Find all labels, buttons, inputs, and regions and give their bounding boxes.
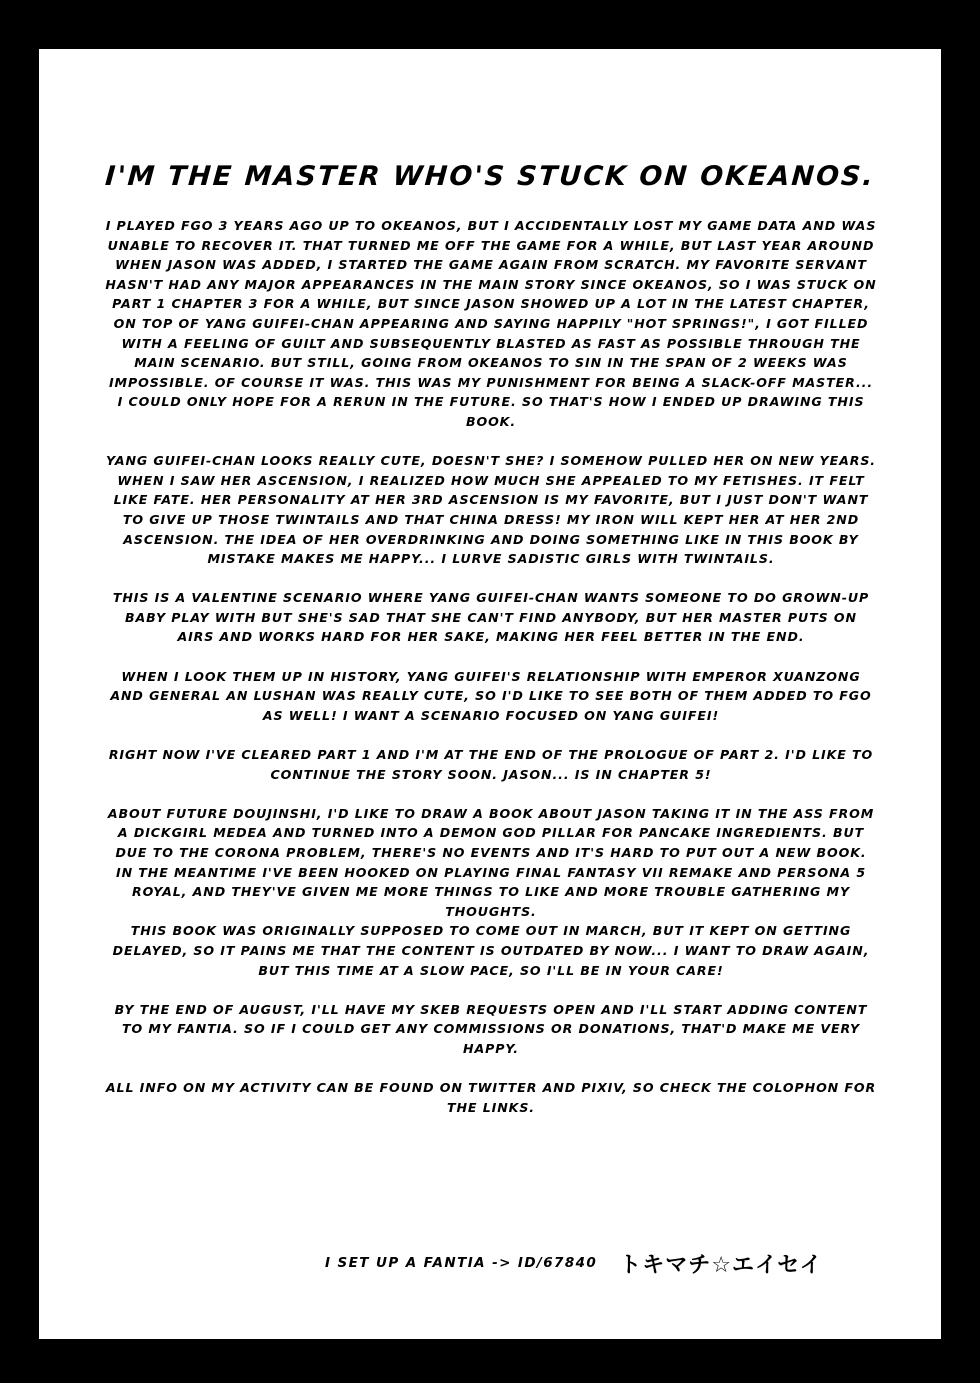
author-signature: トキマチ☆エイセイ — [619, 1252, 823, 1278]
paragraph-progress: RIGHT NOW I'VE CLEARED PART 1 AND I'M AT THE END OF THE PROLOGUE OF PART 2. I'D LIKE TO CONTINUE THE STORY SOON. JASON... IS IN CHAPTER 5! — [108, 747, 874, 782]
paragraph-future-doujinshi: ABOUT FUTURE DOUJINSHI, I'D LIKE TO DRAW A BOOK ABOUT JASON TAKING IT IN THE ASS FROM A DICKGIRL MEDEA AND TURNED INTO A DEMON GOD PILLAR FOR PANCAKE INGREDIENTS. BUT DUE TO THE CORONA PROBLEM, THERE'S NO EVENTS AND IT'S HARD TO PUT OUT A NEW BOOK. IN THE MEANTIME I'VE BEEN HOOKED ON PLAYING FINAL FANTASY VII REMAKE AND PERSONA 5 ROYAL, AND THEY'VE GIVEN ME MORE THINGS TO LIKE AND MORE TROUBLE GATHERING MY THOUGHTS. — [107, 805, 875, 919]
paragraph-okeanos: I PLAYED FGO 3 YEARS AGO UP TO OKEANOS, BUT I ACCIDENTALLY LOST MY GAME DATA AND WAS UNABLE TO RECOVER IT. THAT TURNED ME OFF THE GAME FOR A WHILE, BUT LAST YEAR AROUND WHEN JASON WAS ADDED, I STARTED THE GAME AGAIN FROM SCRATCH. MY FAVORITE SERVANT HASN'T HAD ANY MAJOR APPEARANCES IN THE MAIN STORY SINCE OKEANOS, SO I WAS STUCK ON PART 1 CHAPTER 3 FOR A WHILE, BUT SINCE JASON SHOWED UP A LOT IN THE LATEST CHAPTER, ON TOP OF YANG GUIFEI-CHAN APPEARING AND SAYING HAPPILY "HOT SPRINGS!", I GOT FILLED WITH A FEELING OF GUILT AND SUBSEQUENTLY BLASTED AS FAST AS POSSIBLE THROUGH THE MAIN SCENARIO. BUT STILL, GOING FROM OKEANOS TO SIN IN THE SPAN OF 2 WEEKS WAS IMPOSSIBLE. OF COURSE IT WAS. THIS WAS MY PUNISHMENT FOR BEING A SLACK-OFF MASTER... I COULD ONLY HOPE FOR A RERUN IN THE FUTURE. SO THAT'S HOW I ENDED UP DRAWING THIS BOOK. — [105, 218, 877, 429]
paragraph-skeb-fantia: BY THE END OF AUGUST, I'LL HAVE MY SKEB REQUESTS OPEN AND I'LL START ADDING CONTENT TO MY FANTIA. SO IF I COULD GET ANY COMMISSIONS OR DONATIONS, THAT'D MAKE ME VERY HAPPY. — [114, 1001, 868, 1056]
paragraph-valentine-scenario: THIS IS A VALENTINE SCENARIO WHERE YANG GUIFEI-CHAN WANTS SOMEONE TO DO GROWN-UP BABY PLAY WITH BUT SHE'S SAD THAT SHE CAN'T FIND ANYBODY, BUT HER MASTER PUTS ON AIRS AND WORKS HARD FOR HER SAKE, MAKING HER FEEL BETTER IN THE END. — [112, 590, 870, 645]
page — [39, 49, 941, 1339]
paragraph-delayed: THIS BOOK WAS ORIGINALLY SUPPOSED TO COME OUT IN MARCH, BUT IT KEPT ON GETTING DELAYED, SO IT PAINS ME THAT THE CONTENT IS OUTDATED BY NOW... I WANT TO DRAW AGAIN, BUT THIS TIME AT A SLOW PACE, SO I'LL BE IN YOUR CARE! — [112, 923, 870, 978]
fantia-note: I SET UP A FANTIA -> ID/67840 — [325, 1255, 598, 1271]
paragraph-links: ALL INFO ON MY ACTIVITY CAN BE FOUND ON TWITTER AND PIXIV, SO CHECK THE COLOPHON FOR THE LINKS. — [105, 1080, 877, 1115]
page-title: I'M THE MASTER WHO'S STUCK ON OKEANOS. — [104, 161, 876, 192]
footer — [325, 1248, 905, 1278]
paragraph-yang-guifei: YANG GUIFEI-CHAN LOOKS REALLY CUTE, DOESN'T SHE? I SOMEHOW PULLED HER ON NEW YEARS. WHEN I SAW HER ASCENSION, I REALIZED HOW MUCH SHE APPEALED TO MY FETISHES. IT FELT LIKE FATE. HER PERSONALITY AT HER 3RD ASCENSION IS MY FAVORITE, BUT I JUST DON'T WANT TO GIVE UP THOSE TWINTAILS AND THAT CHINA DRESS! MY IRON WILL KEPT HER AT HER 2ND ASCENSION. THE IDEA OF HER OVERDRINKING AND DOING SOMETHING LIKE IN THIS BOOK BY MISTAKE MAKES ME HAPPY... I LURVE SADISTIC GIRLS WITH TWINTAILS. — [106, 453, 876, 567]
paragraph-history: WHEN I LOOK THEM UP IN HISTORY, YANG GUIFEI'S RELATIONSHIP WITH EMPEROR XUANZONG AND GENERAL AN LUSHAN WAS REALLY CUTE, SO I'D LIKE TO SEE BOTH OF THEM ADDED TO FGO AS WELL! I WANT A SCENARIO FOCUSED ON YANG GUIFEI! — [110, 668, 872, 723]
afterword-body — [105, 216, 877, 1137]
